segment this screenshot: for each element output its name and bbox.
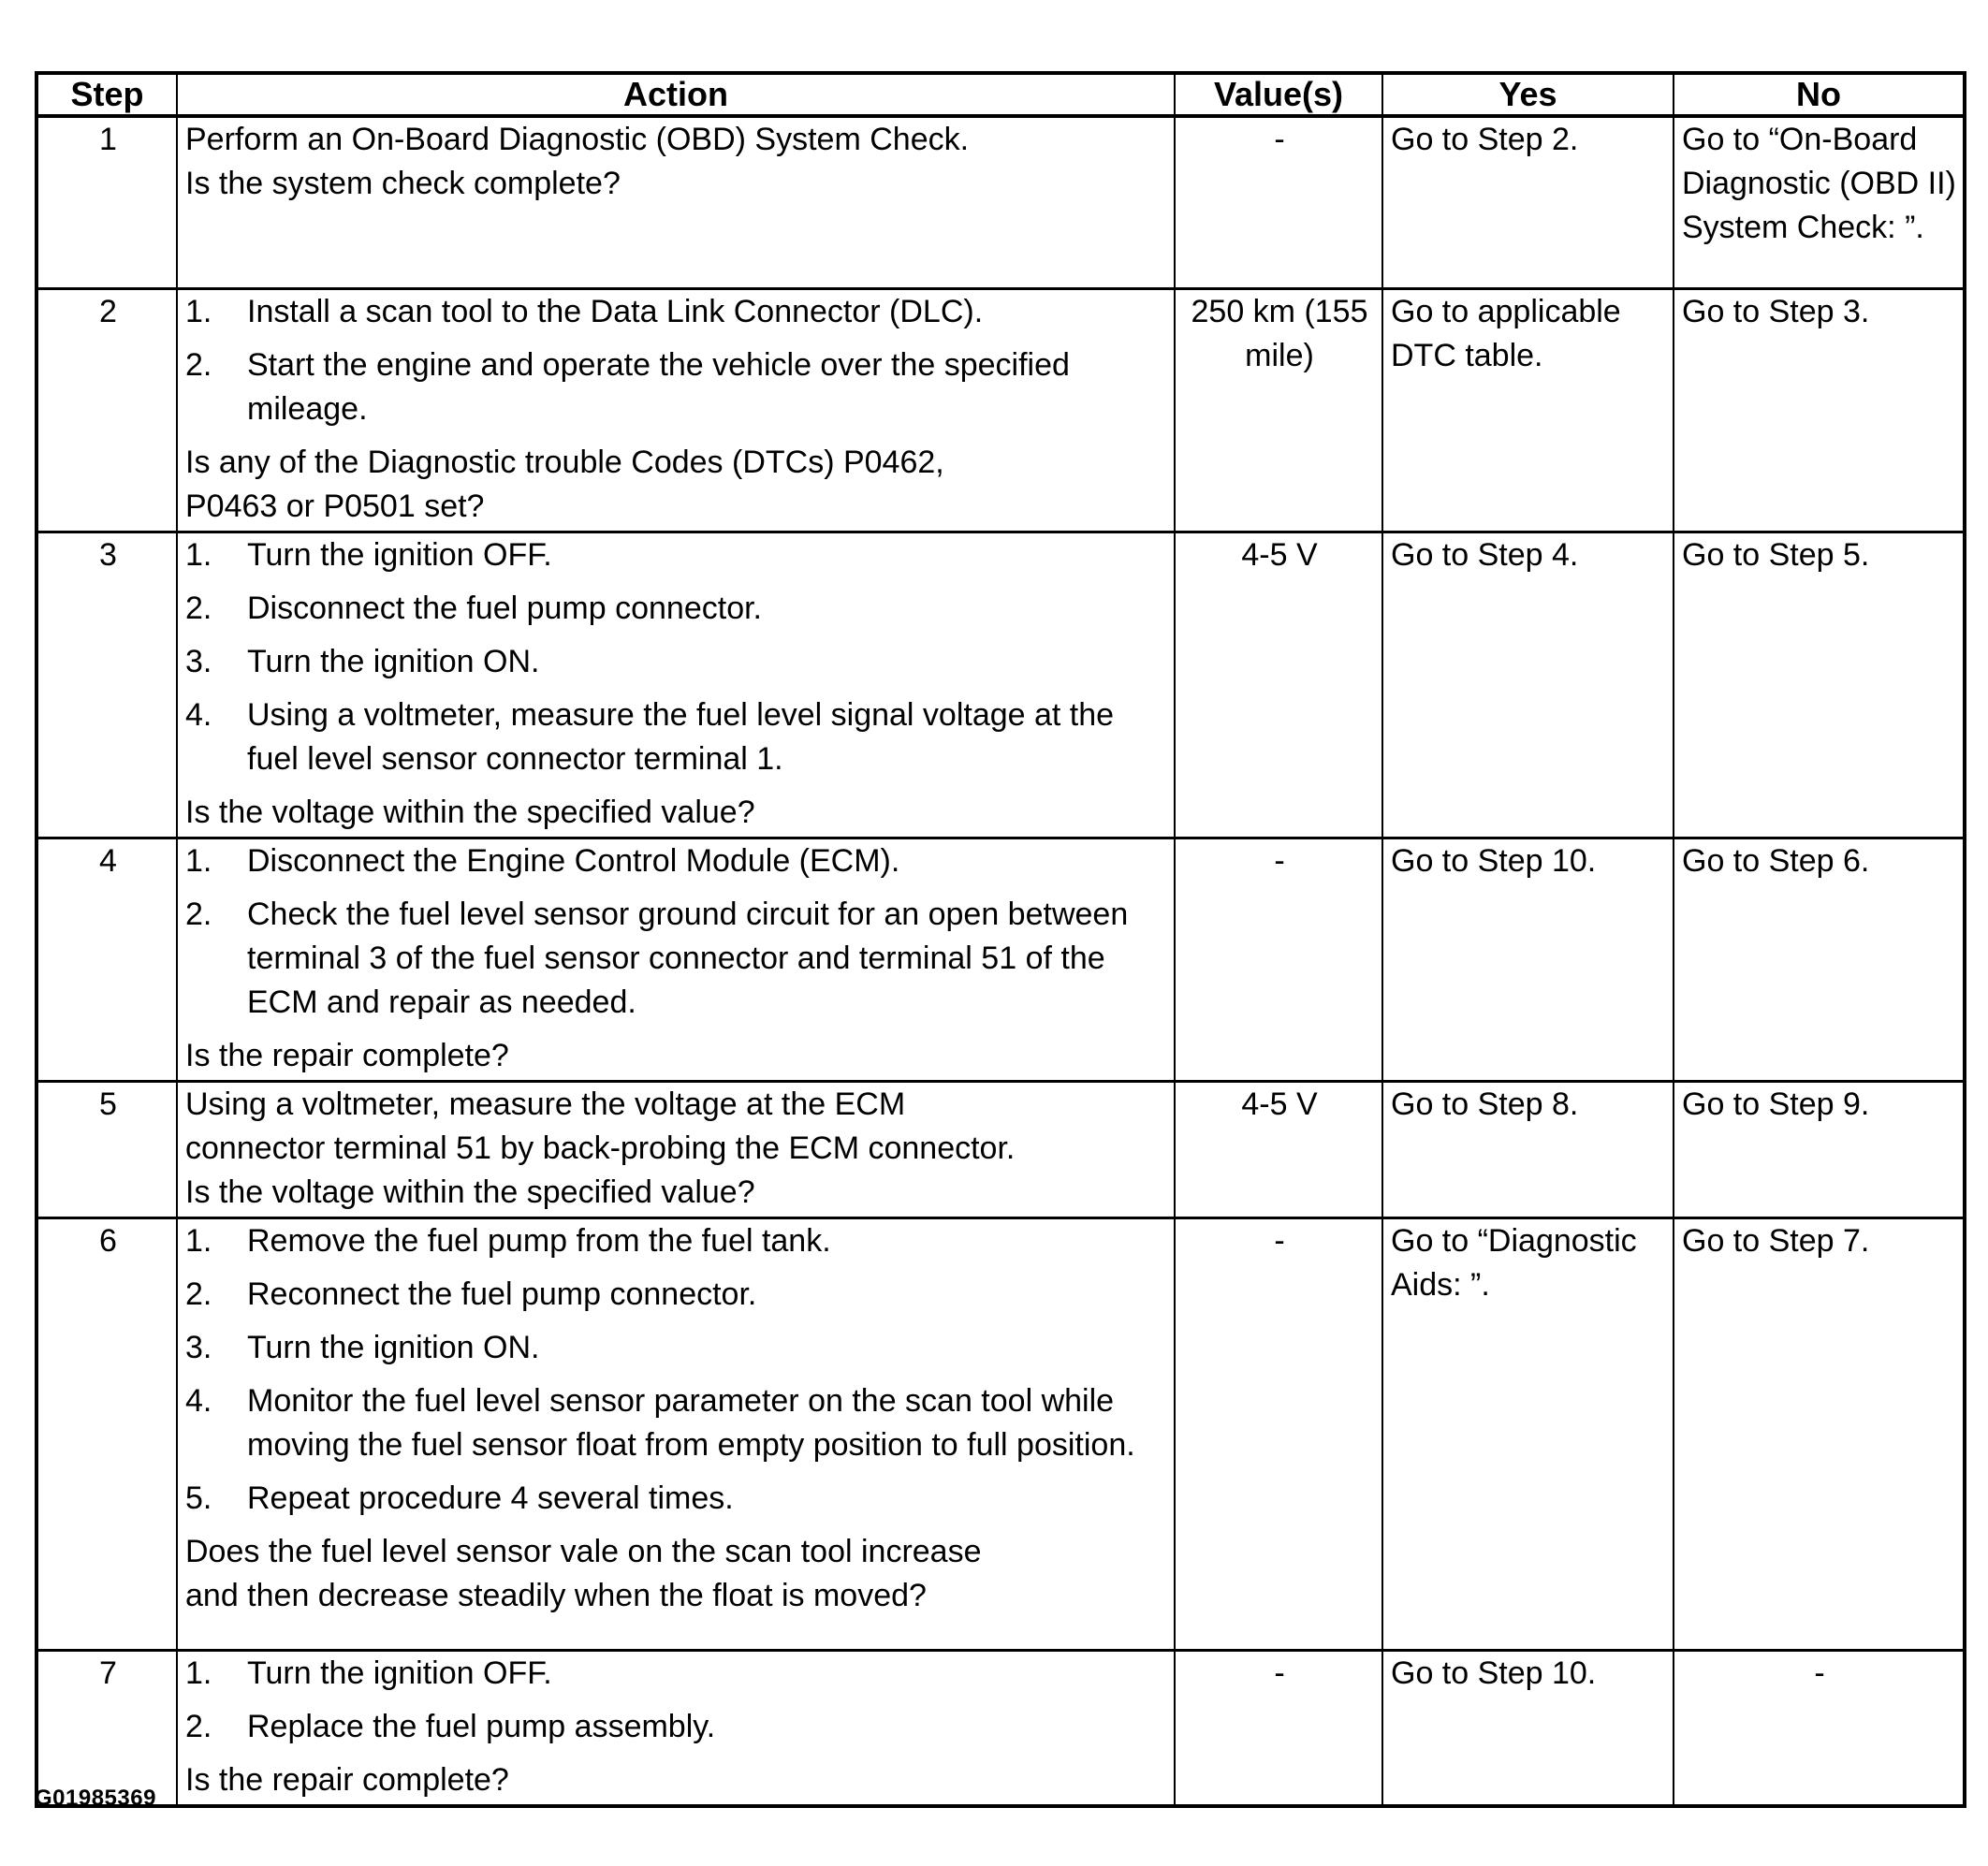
table-body	[37, 116, 1965, 1806]
action-question-line: Is the system check complete?	[185, 166, 621, 201]
action-step-marker: 3.	[185, 1329, 212, 1365]
action-step-text: Disconnect the Engine Control Module (ECM).	[247, 842, 900, 879]
action-step-marker: 4.	[185, 696, 212, 733]
yes-text: Go to “Diagnostic Aids: ”.	[1391, 1222, 1637, 1303]
action-question-line: Is the repair complete?	[185, 1761, 509, 1798]
header-values: Value(s)	[1175, 73, 1382, 116]
no-cell	[1674, 532, 1965, 838]
action-step-text: Using a voltmeter, measure the fuel level signal voltage at the fuel level sensor connector terminal 1.	[247, 696, 1115, 777]
action-question-line: Is any of the Diagnostic trouble Codes (DTCs) P0462,	[185, 444, 944, 480]
yes-text: Go to Step 2.	[1391, 122, 1579, 157]
yes-cell	[1382, 838, 1674, 1081]
step-cell	[37, 116, 177, 288]
action-step-marker: 1.	[185, 1222, 212, 1259]
step-cell	[37, 1081, 177, 1217]
action-step-marker: 1.	[185, 1655, 212, 1691]
table-row	[37, 288, 1965, 532]
table-row	[37, 838, 1965, 1081]
yes-text: Go to Step 4.	[1391, 536, 1579, 573]
yes-cell	[1382, 532, 1674, 838]
no-text: -	[1814, 1655, 1825, 1691]
values-cell	[1175, 1650, 1382, 1806]
yes-text: Go to Step 10.	[1391, 842, 1597, 879]
action-step-item	[185, 533, 1168, 577]
action-step-marker: 2.	[185, 1276, 212, 1312]
step-number: 4	[99, 842, 117, 879]
action-step-item	[185, 1326, 1168, 1370]
header-action: Action	[177, 73, 1175, 116]
yes-cell	[1382, 288, 1674, 532]
values-text: -	[1274, 842, 1285, 879]
diagnostic-table	[35, 71, 1966, 1808]
table-row	[37, 116, 1965, 288]
step-cell	[37, 1217, 177, 1650]
yes-text: Go to applicable DTC table.	[1391, 293, 1621, 373]
action-cell	[177, 1081, 1175, 1217]
step-number: 5	[99, 1086, 117, 1122]
step-number: 7	[99, 1655, 117, 1691]
step-number: 3	[99, 536, 117, 573]
step-cell	[37, 532, 177, 838]
no-text: Go to Step 6.	[1682, 842, 1870, 879]
step-number: 2	[99, 293, 117, 329]
action-step-text: Turn the ignition ON.	[247, 1329, 540, 1365]
no-cell	[1674, 1650, 1965, 1806]
action-intro-line: connector terminal 51 by back-probing the ECM connector.	[185, 1130, 1016, 1166]
action-step-text: Install a scan tool to the Data Link Connector (DLC).	[247, 293, 984, 329]
table-row	[37, 1217, 1965, 1650]
action-step-item	[185, 1273, 1168, 1317]
action-intro-line: Perform an On-Board Diagnostic (OBD) System Check.	[185, 122, 970, 157]
no-cell	[1674, 116, 1965, 288]
header-no: No	[1674, 73, 1965, 116]
table-header-row	[37, 73, 1965, 116]
action-cell	[177, 116, 1175, 288]
yes-cell	[1382, 1217, 1674, 1650]
table-row	[37, 1081, 1965, 1217]
action-step-item	[185, 343, 1168, 431]
action-step-item	[185, 839, 1168, 883]
values-cell	[1175, 288, 1382, 532]
table-row	[37, 532, 1965, 838]
action-step-marker: 2.	[185, 590, 212, 626]
action-question-line: Is the voltage within the specified value?	[185, 794, 755, 830]
action-step-text: Check the fuel level sensor ground circuit for an open between terminal 3 of the fuel sensor connector and terminal 51 of the ECM and repair as needed.	[247, 896, 1129, 1020]
action-step-text: Turn the ignition OFF.	[247, 536, 552, 573]
action-step-item	[185, 1477, 1168, 1521]
action-step-marker: 5.	[185, 1480, 212, 1516]
action-question-line: P0463 or P0501 set?	[185, 488, 485, 524]
action-step-item	[185, 893, 1168, 1025]
no-text: Go to Step 9.	[1682, 1086, 1870, 1122]
values-cell	[1175, 1217, 1382, 1650]
table-row	[37, 1650, 1965, 1806]
action-step-item	[185, 640, 1168, 684]
action-cell	[177, 838, 1175, 1081]
action-step-marker: 2.	[185, 1708, 212, 1744]
action-step-item	[185, 693, 1168, 781]
action-step-marker: 4.	[185, 1382, 212, 1419]
image-id-label: G01985369	[35, 1786, 156, 1811]
action-step-text: Monitor the fuel level sensor parameter on the scan tool while moving the fuel sensor float from empty position to full position.	[247, 1382, 1135, 1463]
yes-text: Go to Step 8.	[1391, 1086, 1579, 1122]
values-cell	[1175, 532, 1382, 838]
values-cell	[1175, 838, 1382, 1081]
action-cell	[177, 1217, 1175, 1650]
action-step-item	[185, 1219, 1168, 1263]
step-number: 6	[99, 1222, 117, 1259]
action-step-marker: 1.	[185, 293, 212, 329]
action-question-line: Is the repair complete?	[185, 1037, 509, 1073]
step-cell	[37, 838, 177, 1081]
header-step: Step	[37, 73, 177, 116]
values-text: 4-5 V	[1241, 1086, 1318, 1122]
values-text: 250 km (155 mile)	[1191, 293, 1368, 373]
no-cell	[1674, 1081, 1965, 1217]
yes-cell	[1382, 116, 1674, 288]
no-cell	[1674, 288, 1965, 532]
no-text: Go to “On-Board Diagnostic (OBD II) System Check: ”.	[1682, 122, 1956, 245]
action-step-item	[185, 1379, 1168, 1467]
action-step-text: Start the engine and operate the vehicle over the specified mileage.	[247, 346, 1070, 427]
action-cell	[177, 288, 1175, 532]
action-question-line: Is the voltage within the specified value?	[185, 1174, 755, 1210]
yes-cell	[1382, 1081, 1674, 1217]
action-step-marker: 1.	[185, 536, 212, 573]
action-step-text: Turn the ignition OFF.	[247, 1655, 552, 1691]
action-step-marker: 2.	[185, 896, 212, 932]
action-step-marker: 1.	[185, 842, 212, 879]
action-step-text: Repeat procedure 4 several times.	[247, 1480, 734, 1516]
action-question-line: and then decrease steadily when the float is moved?	[185, 1577, 927, 1613]
action-step-text: Reconnect the fuel pump connector.	[247, 1276, 757, 1312]
no-text: Go to Step 7.	[1682, 1222, 1870, 1259]
step-number: 1	[99, 122, 117, 157]
values-text: -	[1274, 1655, 1285, 1691]
action-step-marker: 2.	[185, 346, 212, 383]
header-yes: Yes	[1382, 73, 1674, 116]
action-step-text: Disconnect the fuel pump connector.	[247, 590, 762, 626]
step-cell	[37, 288, 177, 532]
action-cell	[177, 532, 1175, 838]
action-step-item	[185, 290, 1168, 334]
action-question-line: Does the fuel level sensor vale on the scan tool increase	[185, 1533, 982, 1569]
action-step-text: Turn the ignition ON.	[247, 643, 540, 679]
action-cell	[177, 1650, 1175, 1806]
values-text: -	[1274, 1222, 1285, 1259]
action-step-item	[185, 1705, 1168, 1749]
no-text: Go to Step 3.	[1682, 293, 1870, 329]
values-cell	[1175, 1081, 1382, 1217]
action-intro-line: Using a voltmeter, measure the voltage at the ECM	[185, 1086, 906, 1122]
action-step-item	[185, 1652, 1168, 1696]
no-text: Go to Step 5.	[1682, 536, 1870, 573]
action-step-item	[185, 587, 1168, 631]
no-cell	[1674, 838, 1965, 1081]
action-step-text: Remove the fuel pump from the fuel tank.	[247, 1222, 831, 1259]
yes-text: Go to Step 10.	[1391, 1655, 1597, 1691]
action-step-marker: 3.	[185, 643, 212, 679]
values-text: -	[1274, 122, 1285, 157]
values-cell	[1175, 116, 1382, 288]
values-text: 4-5 V	[1241, 536, 1318, 573]
step-cell	[37, 1650, 177, 1806]
yes-cell	[1382, 1650, 1674, 1806]
no-cell	[1674, 1217, 1965, 1650]
action-step-text: Replace the fuel pump assembly.	[247, 1708, 716, 1744]
